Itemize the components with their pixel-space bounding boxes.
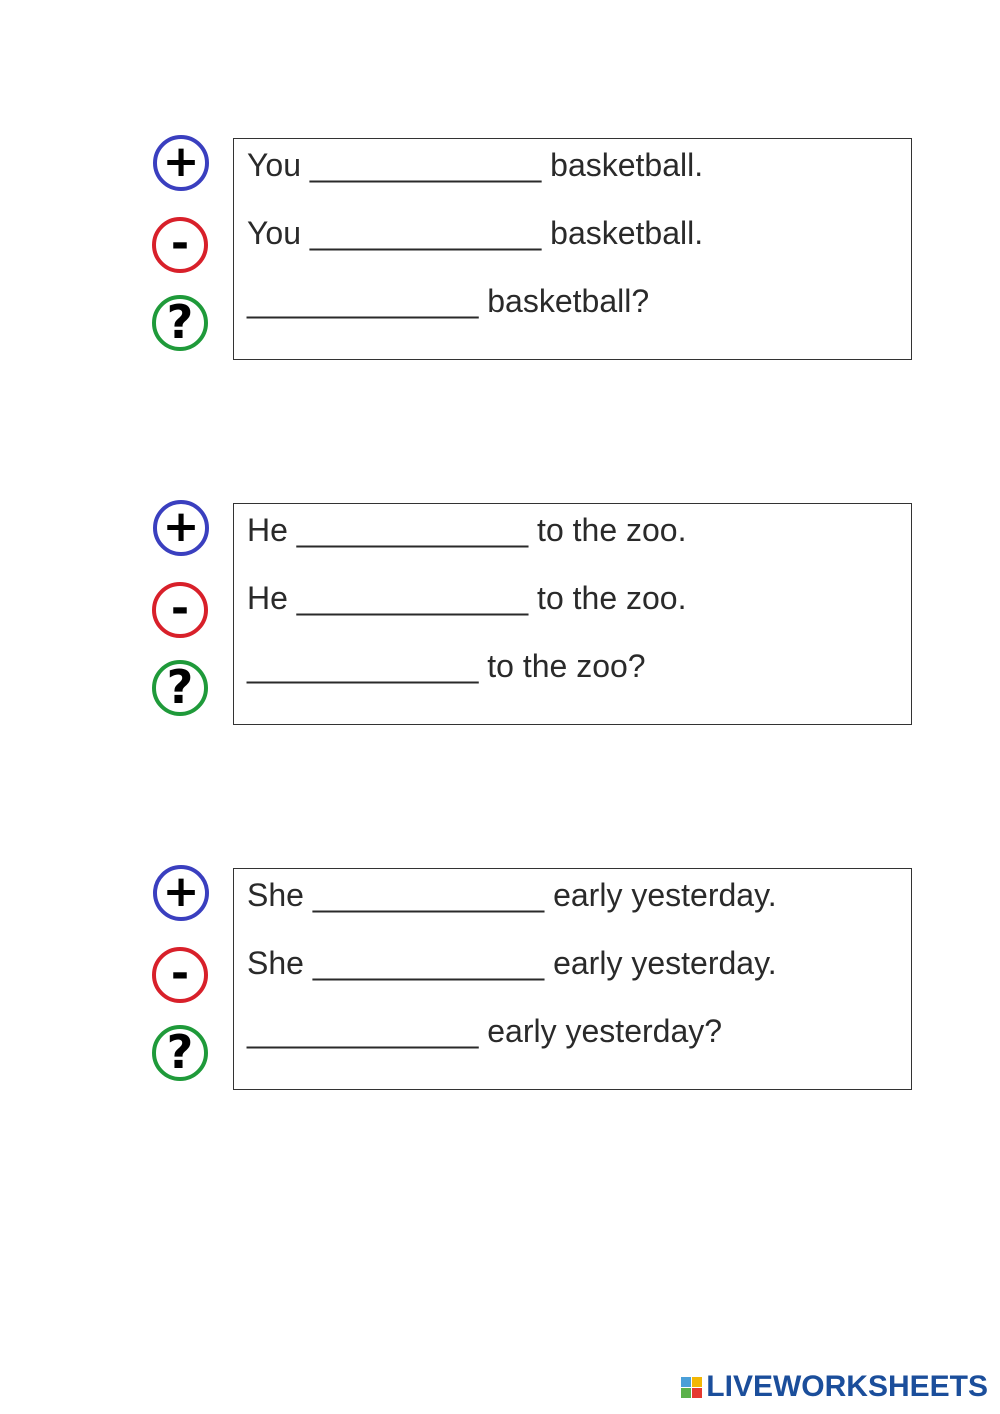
positive-sentence[interactable]: She _____________ early yesterday. xyxy=(247,877,777,913)
sentence-type-icons xyxy=(150,865,220,1090)
sentence-box xyxy=(233,868,912,1090)
negative-sentence[interactable]: You _____________ basketball. xyxy=(247,215,704,251)
plus-icon: + xyxy=(153,135,209,191)
question-icon: ? xyxy=(152,1025,208,1081)
question-icon: ? xyxy=(152,295,208,351)
question-sentence[interactable]: _____________ basketball? xyxy=(247,283,650,319)
minus-icon: - xyxy=(152,582,208,638)
exercise-block-2 xyxy=(150,500,912,725)
minus-icon: - xyxy=(152,217,208,273)
sentence-type-icons xyxy=(150,500,220,725)
question-sentence[interactable]: _____________ to the zoo? xyxy=(247,648,646,684)
exercise-block-3 xyxy=(150,865,912,1090)
brand-name: LIVEWORKSHEETS xyxy=(706,1370,988,1403)
plus-icon: + xyxy=(153,865,209,921)
question-sentence[interactable]: _____________ early yesterday? xyxy=(247,1013,723,1049)
positive-sentence[interactable]: You _____________ basketball. xyxy=(247,147,704,183)
positive-sentence[interactable]: He _____________ to the zoo. xyxy=(247,512,687,548)
plus-icon: + xyxy=(153,500,209,556)
liveworksheets-logo xyxy=(681,1370,988,1404)
sentence-box xyxy=(233,503,912,725)
exercise-block-1 xyxy=(150,135,912,360)
logo-blocks-icon xyxy=(681,1377,702,1398)
negative-sentence[interactable]: She _____________ early yesterday. xyxy=(247,945,777,981)
sentence-box xyxy=(233,138,912,360)
minus-icon: - xyxy=(152,947,208,1003)
sentence-type-icons xyxy=(150,135,220,360)
question-icon: ? xyxy=(152,660,208,716)
negative-sentence[interactable]: He _____________ to the zoo. xyxy=(247,580,687,616)
